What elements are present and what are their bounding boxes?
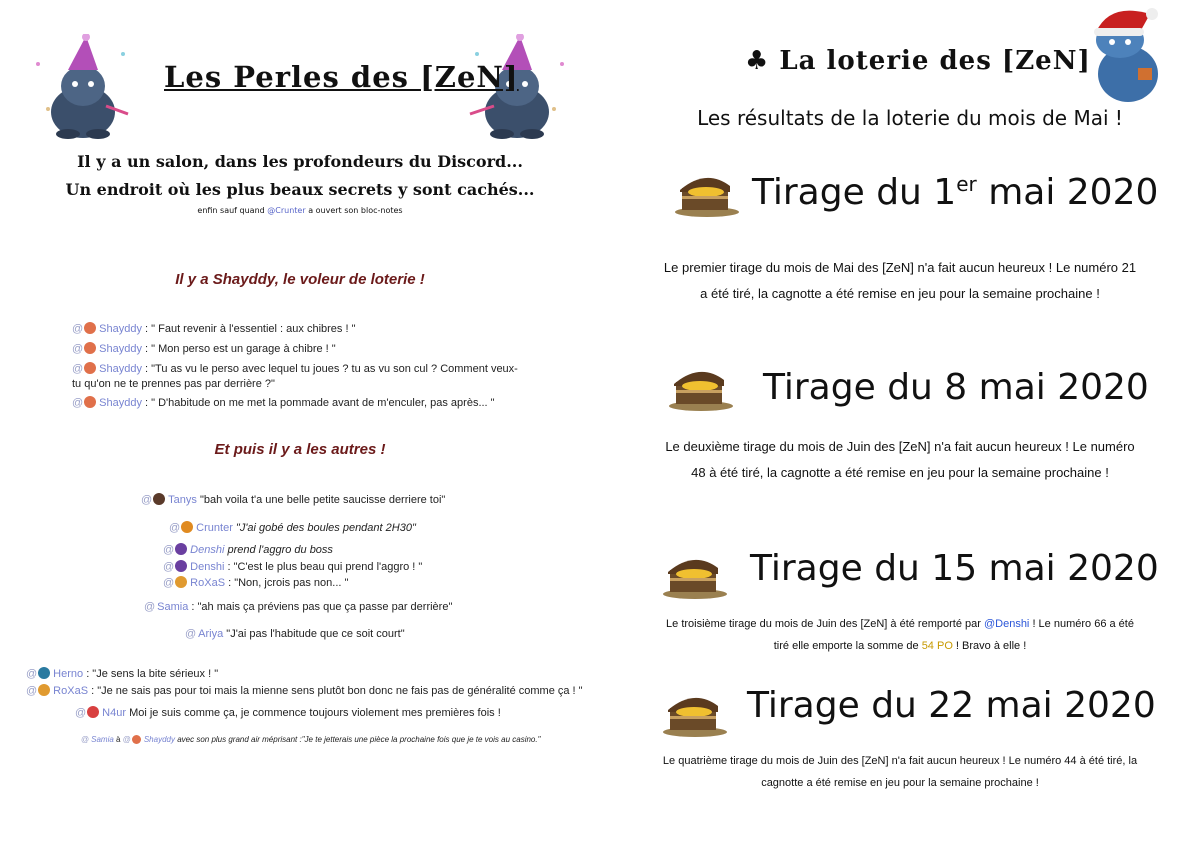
winner-mention[interactable]: @Denshi [983,618,1030,630]
draw-4-text: Le quatrième tirage du mois de Juin des [ZeN] n'a fait aucun heureux ! Le numéro 44 à été tiré, la cagnotte a été remise en jeu pour la semaine prochaine ! [662,755,1138,789]
pizza-emoji-icon [175,576,187,588]
quote-item: @ Herno : "Je sens la bite sérieux ! " [26,668,219,680]
quote-item: @ Ariya "J'ai pas l'habitude que ce soit court" [185,628,405,640]
draw-2-text: Le deuxième tirage du mois de Juin des [ZeN] n'a fait aucun heureux ! Le numéro 48 à été tiré, la cagnotte a été remise en jeu pour la semaine prochaine ! [665,439,1135,480]
quote-item: @ RoXaS : "Je ne sais pas pour toi mais la mienne sens plutôt bon donc ne fais pas de généralité comme ça ! " [26,685,583,697]
treasure-chest-icon [666,362,736,412]
quote-item: @ Crunter "J'ai gobé des boules pendant 2H30" [169,522,416,534]
quote-item: @ Shayddy : "Tu as vu le perso avec lequel tu joues ? tu as vu son cul ? Comment veux- [72,363,518,375]
lottery-title: ♣ La loterie des [ZeN] [745,46,1125,76]
fire-emoji-icon [181,521,193,533]
quote-item: @ Shayddy : " D'habitude on me met la pommade avant de m'enculer, pas après... " [72,397,495,409]
quote-item: @ N4ur Moi je suis comme ça, je commence toujours violement mes premières fois ! [75,707,501,719]
shield-emoji-icon [84,342,96,354]
intro-note: enfin sauf quand @Crunter a ouvert son bloc-notes [197,206,403,215]
shield-emoji-icon [84,322,96,334]
draw-3-title: Tirage du 15 mai 2020 [750,548,1159,589]
section-heading-shayddy: Il y a Shayddy, le voleur de loterie ! [175,271,425,288]
section-heading-others: Et puis il y a les autres ! [214,441,386,458]
club-icon: ♣ [745,46,770,76]
draw-2-title: Tirage du 8 mai 2020 [763,367,1149,408]
intro-line-1: Il y a un salon, dans les profondeurs du Discord... [77,152,523,171]
quote-item: @ Samia : "ah mais ça préviens pas que ça passe par derrière" [144,601,453,613]
face-emoji-icon [153,493,165,505]
quote-item: @ Samia à @ Shayddy avec son plus grand air méprisant :"Je te jetterais une pièce la prochaine fois que je te vois au casino." [81,735,541,744]
shield-emoji-icon [84,362,96,374]
quote-continuation: tu qu'on ne te prennes pas par derrière ?" [72,378,275,390]
shield-emoji-icon [84,396,96,408]
quote-item: @ RoXaS : "Non, jcrois pas non... " [163,577,349,589]
lottery-subtitle: Les résultats de la loterie du mois de Mai ! [697,106,1123,130]
draw-4-title: Tirage du 22 mai 2020 [747,685,1156,726]
draw-1-title: Tirage du 1er mai 2020 [752,172,1159,213]
page-title: Les Perles des [ZeN] [164,60,519,94]
crunter-mention[interactable]: @Crunter [267,206,306,215]
santa-mascot-icon [1080,2,1170,107]
party-mascot-icon [28,34,138,144]
draw-3-text: Le troisième tirage du mois de Juin des [ZeN] à été remporté par @Denshi ! Le numéro 66 a été tiré elle emporte la somme de 54 PO ! Bravo à elle ! [666,618,1134,652]
eggplant-emoji-icon [175,543,187,555]
intro-line-2: Un endroit où les plus beaux secrets y sont cachés... [65,180,535,199]
treasure-chest-icon [660,688,730,738]
shield-emoji-icon [132,735,141,744]
quote-item: @ Shayddy : " Faut revenir à l'essentiel : aux chibres ! " [72,323,356,335]
ghost-emoji-icon [87,706,99,718]
prize-amount: 54 PO [921,640,953,652]
quote-item: @ Denshi : "C'est le plus beau qui prend l'aggro ! " [163,561,423,573]
eggplant-emoji-icon [175,560,187,572]
car-emoji-icon [38,667,50,679]
pizza-emoji-icon [38,684,50,696]
treasure-chest-icon [660,550,730,600]
quote-item: @ Denshi prend l'aggro du boss [163,544,333,556]
treasure-chest-icon [672,168,742,218]
quote-item: @ Tanys "bah voila t'a une belle petite saucisse derriere toi" [141,494,446,506]
draw-1-text: Le premier tirage du mois de Mai des [ZeN] n'a fait aucun heureux ! Le numéro 21 a été tiré, la cagnotte a été remise en jeu pour la semaine prochaine ! [663,260,1137,301]
quote-item: @ Shayddy : " Mon perso est un garage à chibre ! " [72,343,336,355]
